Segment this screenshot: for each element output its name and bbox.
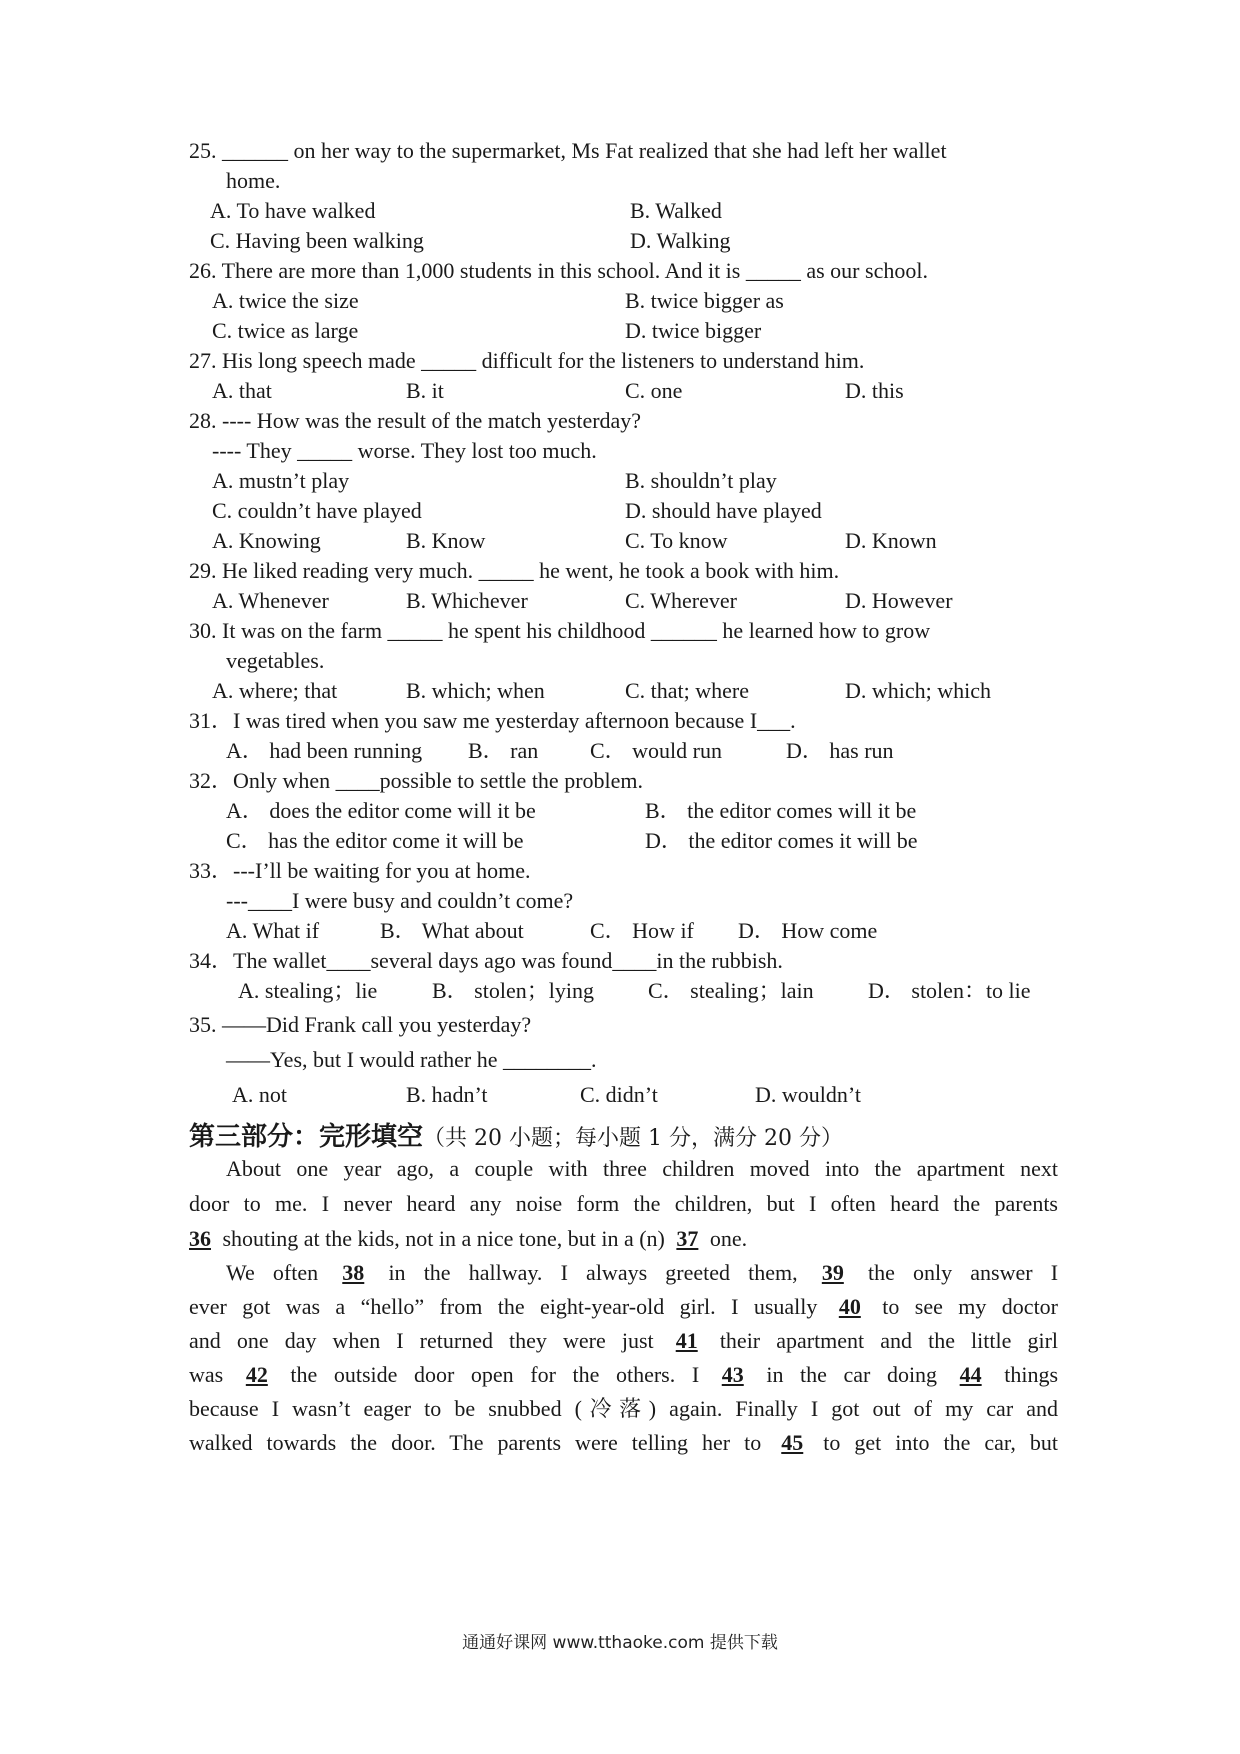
option: D. should have played (625, 498, 822, 523)
option: B. Walked (630, 198, 722, 223)
question-35-cont: ——Yes, but I would rather he ________. (226, 1047, 597, 1072)
passage-text: to see my doctor (882, 1294, 1059, 1319)
blank-number: 45 (781, 1430, 804, 1455)
option: A. mustn’t play (212, 468, 350, 493)
option: D. Walking (630, 228, 731, 253)
passage-line (226, 1258, 1058, 1288)
option: B． ran (468, 738, 539, 763)
option: C． has the editor come it will be (226, 828, 524, 853)
option: B． stolen；lying (432, 978, 594, 1003)
option: B. which; when (406, 678, 545, 703)
section-heading (189, 1116, 843, 1153)
passage-line (189, 1224, 1058, 1254)
passage-line (189, 1360, 1058, 1390)
passage-line: door to me. I never heard any noise form the children, but I often heard the parents (189, 1191, 1058, 1216)
blank-number: 41 (675, 1328, 698, 1353)
question-25: 25. ______ on her way to the supermarket, Ms Fat realized that she had left her wallet (189, 138, 947, 163)
option: D. Known (845, 528, 937, 553)
passage-text: one. (709, 1226, 748, 1251)
option: D. However (845, 588, 953, 613)
question-35: 35. ——Did Frank call you yesterday? (189, 1012, 532, 1037)
option: B. hadn’t (406, 1082, 488, 1107)
option: A． had been running (226, 738, 423, 763)
section-note: （共 20 小题；每小题 1 分，满分 20 分） (423, 1126, 843, 1151)
option: D． How come (738, 918, 878, 943)
passage-text: shouting at the kids, not in a nice tone, but in a (n) (222, 1226, 665, 1251)
option: B. shouldn’t play (625, 468, 777, 493)
blank-number: 36 (189, 1226, 211, 1251)
option: D. which; which (845, 678, 992, 703)
question-30: 30. It was on the farm _____ he spent his childhood ______ he learned how to grow (189, 618, 931, 643)
question-26: 26. There are more than 1,000 students in this school. And it is _____ as our school. (189, 258, 928, 283)
passage-text: ever got was a “hello” from the eight-year-old girl. I usually (189, 1294, 818, 1319)
passage-text: things (1004, 1362, 1059, 1387)
option: B. twice bigger as (625, 288, 784, 313)
blank-number: 44 (959, 1362, 982, 1387)
section-title: 第三部分：完形填空 (189, 1122, 424, 1152)
blank-number: 42 (245, 1362, 268, 1387)
question-31: 31．I was tired when you saw me yesterday afternoon because I___. (189, 708, 796, 733)
blank-number: 40 (838, 1294, 861, 1319)
option: C. twice as large (212, 318, 359, 343)
option: C． would run (590, 738, 723, 763)
passage-text: their apartment and the little girl (719, 1328, 1059, 1353)
option: A. not (232, 1082, 287, 1107)
option: A. that (212, 378, 272, 403)
option: C. Having been walking (210, 228, 424, 253)
option: B． the editor comes will it be (645, 798, 917, 823)
question-25-cont: home. (226, 168, 281, 193)
question-34: 34．The wallet____several days ago was found____in the rubbish. (189, 948, 783, 973)
passage-text: to get into the car, but (823, 1430, 1059, 1455)
option: A. Knowing (212, 528, 321, 553)
option: A. What if (226, 918, 320, 943)
option: D. this (845, 378, 904, 403)
passage-text: the outside door open for the others. I (290, 1362, 700, 1387)
option: A. Whenever (212, 588, 329, 613)
option: B. it (406, 378, 444, 403)
option: C. didn’t (580, 1082, 658, 1107)
footer-watermark: 通通好课网 www.tthaoke.com 提供下载 (462, 1633, 778, 1653)
passage-line: About one year ago, a couple with three children moved into the apartment next (226, 1156, 1058, 1181)
passage-line: because I wasn’t eager to be snubbed (冷落) again. Finally I got out of my car and (189, 1396, 1058, 1421)
passage-text: was (189, 1362, 224, 1387)
option: C． How if (590, 918, 694, 943)
blank-number: 38 (342, 1260, 365, 1285)
option: A. stealing；lie (238, 978, 378, 1003)
option: A. where; that (212, 678, 338, 703)
option: D． the editor comes it will be (645, 828, 918, 853)
question-28: 28. ---- How was the result of the match yesterday? (189, 408, 642, 433)
passage-text: We often (226, 1260, 319, 1285)
option: D. twice bigger (625, 318, 762, 343)
question-32: 32．Only when ____possible to settle the problem. (189, 768, 644, 793)
option: A． does the editor come will it be (226, 798, 536, 823)
passage-line (189, 1428, 1058, 1458)
option: C. that; where (625, 678, 750, 703)
option: B. Whichever (406, 588, 528, 613)
question-30-cont: vegetables. (226, 648, 325, 673)
option: A. To have walked (210, 198, 376, 223)
blank-number: 39 (821, 1260, 844, 1285)
passage-text: walked towards the door. The parents were telling her to (189, 1430, 762, 1455)
option: B． What about (380, 918, 524, 943)
question-28-cont: ---- They _____ worse. They lost too much. (212, 438, 597, 463)
option: D. wouldn’t (755, 1082, 861, 1107)
option: A. twice the size (212, 288, 359, 313)
question-29: 29. He liked reading very much. _____ he went, he took a book with him. (189, 558, 840, 583)
passage-text: the only answer I (867, 1260, 1059, 1285)
option: D． has run (786, 738, 894, 763)
passage-text: in the car doing (766, 1362, 938, 1387)
question-33-cont: ---____I were busy and couldn’t come? (226, 888, 574, 913)
option: C． stealing；lain (648, 978, 814, 1003)
passage-line (189, 1326, 1058, 1356)
blank-number: 37 (676, 1226, 699, 1251)
option: C. To know (625, 528, 728, 553)
option: C. one (625, 378, 683, 403)
option: B. Know (406, 528, 486, 553)
question-27: 27. His long speech made _____ difficult for the listeners to understand him. (189, 348, 865, 373)
option: D． stolen：to lie (868, 978, 1031, 1003)
option: C. Wherever (625, 588, 737, 613)
question-33: 33．---I’ll be waiting for you at home. (189, 858, 531, 883)
option: C. couldn’t have played (212, 498, 422, 523)
passage-text: in the hallway. I always greeted them, (388, 1260, 798, 1285)
passage-text: and one day when I returned they were just (189, 1328, 654, 1353)
passage-line (189, 1292, 1058, 1322)
blank-number: 43 (721, 1362, 744, 1387)
